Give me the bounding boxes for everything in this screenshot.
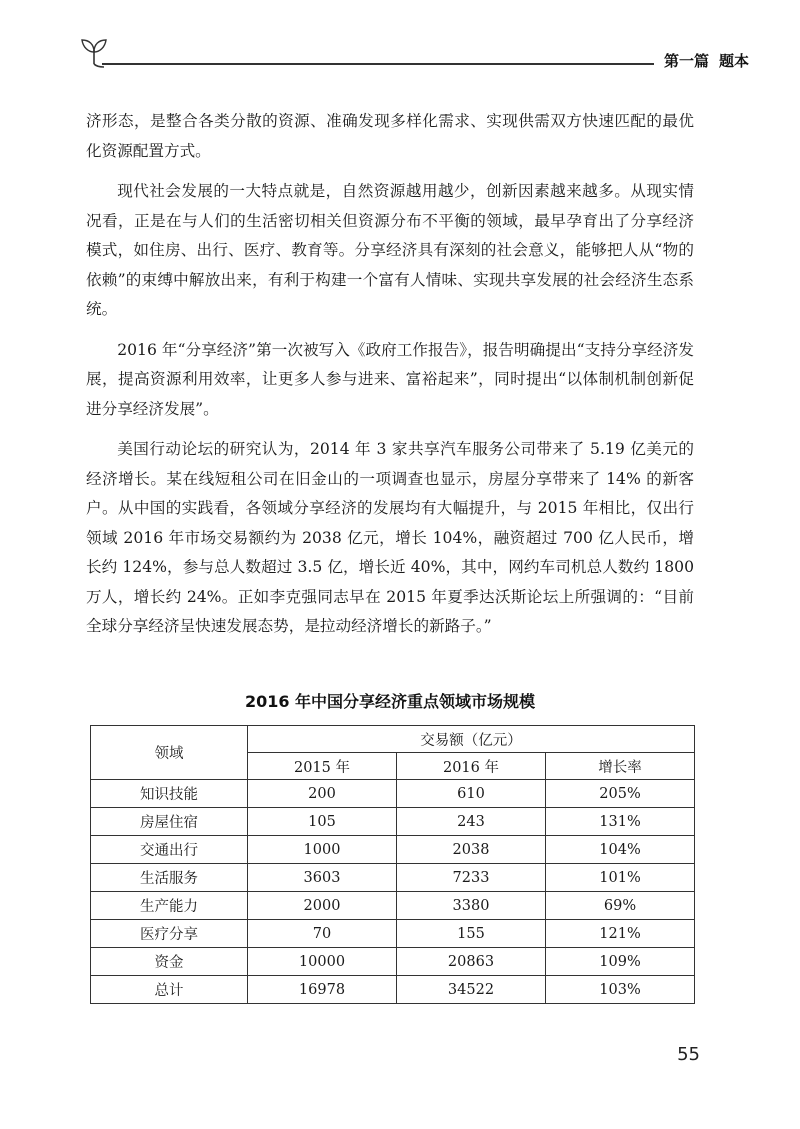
header-title [664,50,749,71]
domain-column-header: 领域 [91,726,248,780]
trade-volume-header: 交易额（亿元） [248,726,695,753]
section-label: 题本 [719,52,750,70]
value-2015-cell: 2000 [248,892,397,920]
paragraph: 济形态，是整合各类分散的资源、准确发现多样化需求、实现供需双方快速匹配的最优化资源配置方式。 [86,112,694,160]
col-2015-header: 2015 年 [248,753,397,780]
page-number: 55 [677,1044,700,1065]
paragraph: 2016 年“分享经济”第一次被写入《政府工作报告》，报告明确提出“支持分享经济发展，提高资源利用效率，让更多人参与进来、富裕起来”，同时提出“以体制机制创新促进分享经济发展”。 [86,340,694,418]
domain-cell: 总计 [91,976,248,1004]
value-2016-cell: 7233 [397,864,546,892]
value-2016-cell: 243 [397,808,546,836]
table-row [91,836,695,864]
value-2016-cell: 155 [397,920,546,948]
col-2016-header: 2016 年 [397,753,546,780]
growth-cell: 104% [546,836,695,864]
page-header [74,26,750,76]
market-size-table [90,725,695,1004]
value-2016-cell: 610 [397,780,546,808]
value-2015-cell: 16978 [248,976,397,1004]
growth-cell: 109% [546,948,695,976]
value-2016-cell: 34522 [397,976,546,1004]
domain-cell: 房屋住宿 [91,808,248,836]
chapter-label: 第一篇 [664,52,710,70]
domain-cell: 知识技能 [91,780,248,808]
article-body [86,107,694,653]
table-row [91,780,695,808]
table-row [91,892,695,920]
growth-cell: 205% [546,780,695,808]
table-row [91,920,695,948]
table-row [91,948,695,976]
growth-cell: 69% [546,892,695,920]
table-row [91,864,695,892]
header-rule [102,63,654,65]
value-2015-cell: 10000 [248,948,397,976]
domain-cell: 资金 [91,948,248,976]
paragraph: 现代社会发展的一大特点就是，自然资源越用越少，创新因素越来越多。从现实情况看，正是在与人们的生活密切相关但资源分布不平衡的领域，最早孕育出了分享经济模式，如住房、出行、医疗、教育等。分享经济具有深刻的社会意义，能够把人从“物的依赖”的束缚中解放出来，有利于构建一个富有人情味、实现共享发展的社会经济生态系统。 [86,182,694,318]
growth-cell: 121% [546,920,695,948]
value-2015-cell: 3603 [248,864,397,892]
domain-cell: 生产能力 [91,892,248,920]
value-2016-cell: 3380 [397,892,546,920]
domain-cell: 交通出行 [91,836,248,864]
domain-cell: 生活服务 [91,864,248,892]
value-2015-cell: 105 [248,808,397,836]
table-row [91,976,695,1004]
value-2015-cell: 1000 [248,836,397,864]
table-title: 2016 年中国分享经济重点领域市场规模 [244,692,536,711]
growth-cell: 131% [546,808,695,836]
table-header-row [91,726,695,753]
paragraph: 美国行动论坛的研究认为，2014 年 3 家共享汽车服务公司带来了 5.19 亿美元的经济增长。某在线短租公司在旧金山的一项调查也显示，房屋分享带来了 14% 的新客户。从中国的实践看，各领域分享经济的发展均有大幅提升，与 2015 年相比，仅出行领域 2016 年市场交易额约为 2038 亿元，增长 104%，融资超过 700 亿人民币，增长约 124%，参与总人数超过 3.5 亿，增长近 40%，其中，网约车司机总人数约 1800 万人，增长约 24%。正如李克强同志早在 2015 年夏季达沃斯论坛上所强调的：“目前全球分享经济呈快速发展态势，是拉动经济增长的新路子。” [86,440,694,635]
col-growth-header: 增长率 [546,753,695,780]
value-2015-cell: 200 [248,780,397,808]
value-2015-cell: 70 [248,920,397,948]
domain-cell: 医疗分享 [91,920,248,948]
growth-cell: 103% [546,976,695,1004]
value-2016-cell: 2038 [397,836,546,864]
table-row [91,808,695,836]
growth-cell: 101% [546,864,695,892]
value-2016-cell: 20863 [397,948,546,976]
table-body [91,780,695,1004]
